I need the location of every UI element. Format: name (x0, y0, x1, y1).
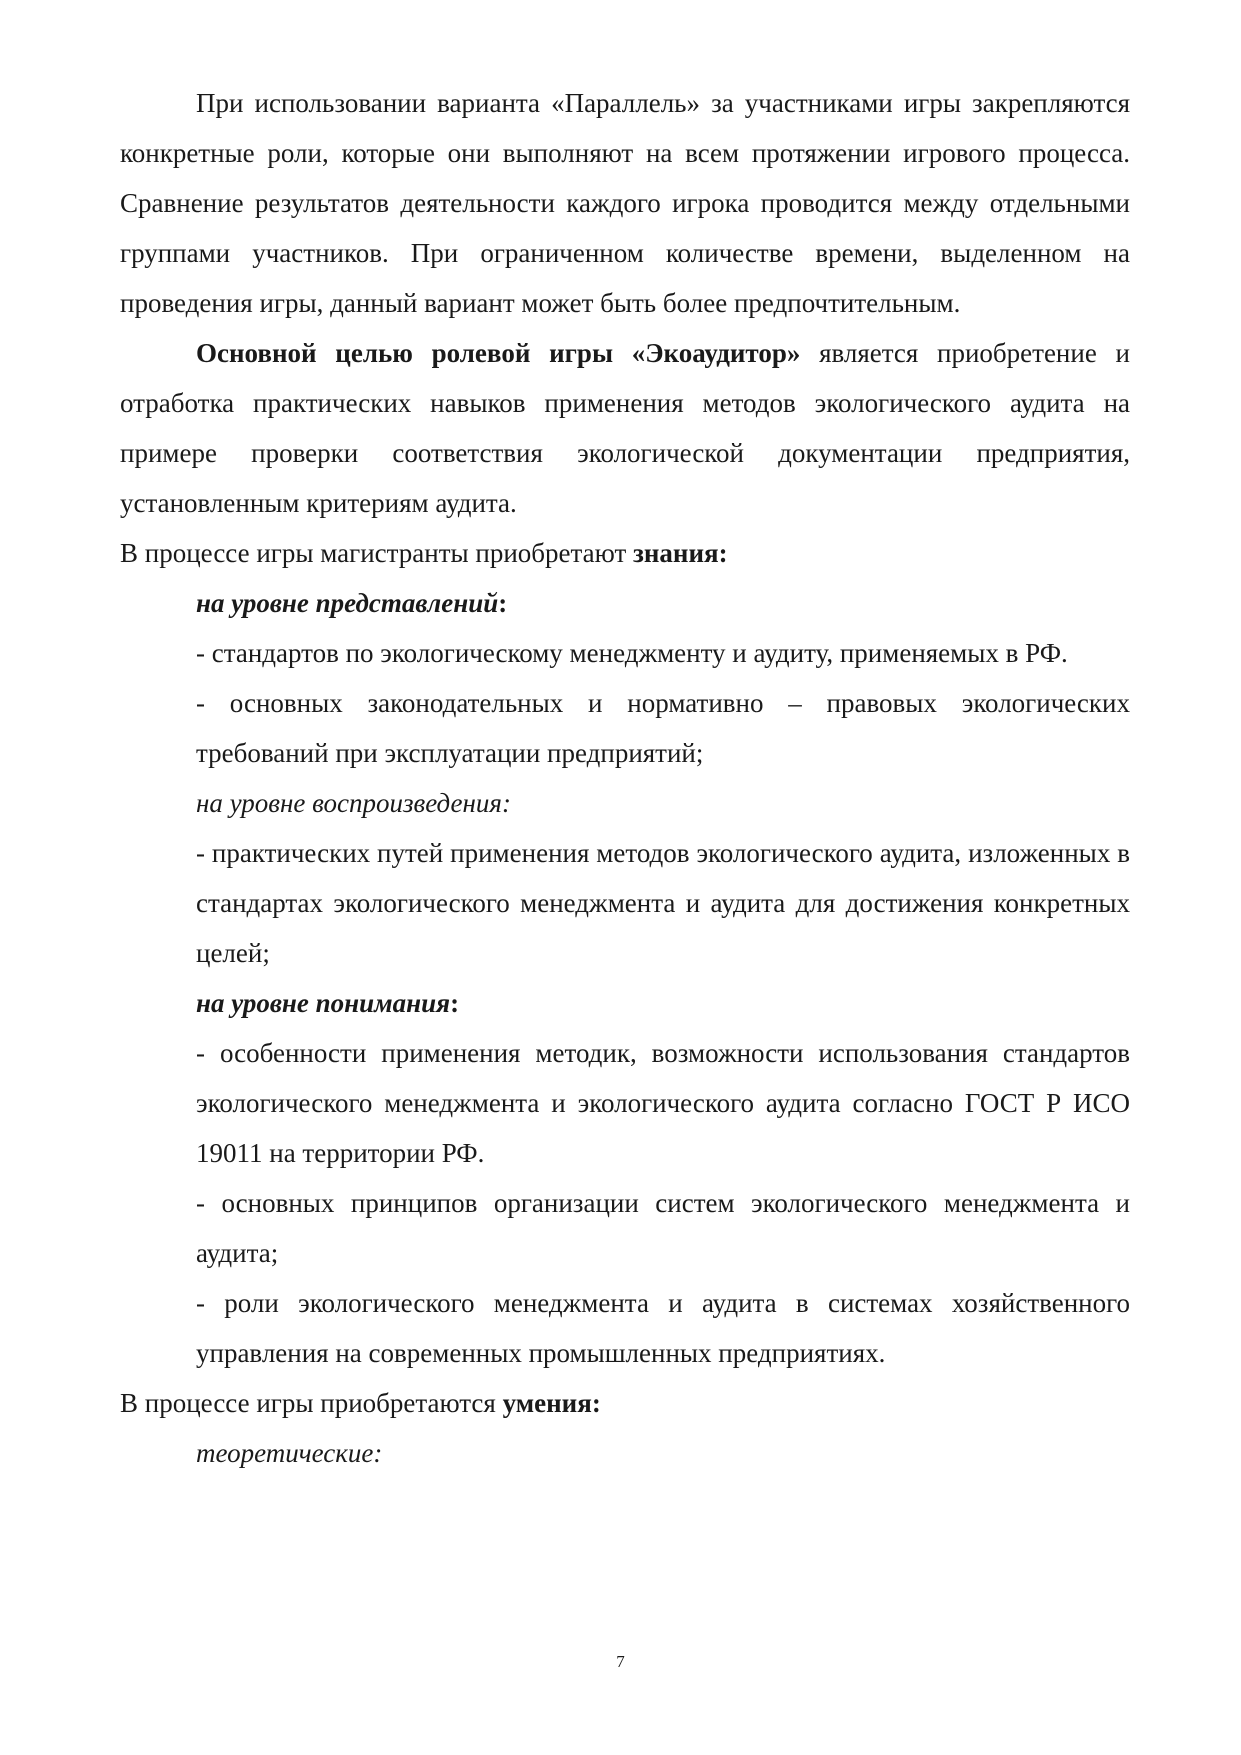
list-item: - стандартов по экологическому менеджменту и аудиту, применяемых в РФ. (196, 638, 1068, 668)
list-item: - практических путей применения методов экологического аудита, изложенных в стандартах экологического менеджмента и аудита для достижения конкретных целей; (196, 838, 1130, 968)
level-representation-colon: : (498, 588, 508, 618)
paragraph-knowledge-intro (120, 528, 1130, 578)
skills-intro-bold: умения: (502, 1388, 601, 1418)
list-item: - основных принципов организации систем экологического менеджмента и аудита; (196, 1188, 1130, 1268)
level-reproduction-heading: на уровне воспроизведения: (196, 788, 511, 818)
list-item: - роли экологического менеджмента и аудита в системах хозяйственного управления на современных промышленных предприятиях. (196, 1288, 1130, 1368)
paragraph-main-goal (120, 328, 1130, 528)
list-item: - особенности применения методик, возможности использования стандартов экологического менеджмента и экологического аудита согласно ГОСТ Р ИСО 19011 на территории РФ. (196, 1038, 1130, 1168)
document-page (120, 78, 1130, 1478)
list-item: - основных законодательных и нормативно – правовых экологических требований при эксплуатации предприятий; (196, 688, 1130, 768)
knowledge-intro-text: В процессе игры магистранты приобретают (120, 538, 633, 568)
skills-theoretical-heading: теоретические: (196, 1438, 383, 1468)
knowledge-intro-bold: знания: (633, 538, 728, 568)
paragraph-parallel-variant: При использовании варианта «Параллель» за участниками игры закрепляются конкретные роли, которые они выполняют на всем протяжении игрового процесса. Сравнение результатов деятельности каждого игрока проводится между отдельными группами участников. При ограниченном количестве времени, выделенном на проведения игры, данный вариант может быть более предпочтительным. (120, 88, 1130, 318)
main-goal-text: является приобретение и отработка практических навыков применения методов экологического аудита на примере проверки соответствия экологической документации предприятия, установленным критериям аудита. (120, 338, 1130, 518)
level-understanding-heading (120, 978, 1130, 1028)
skills-intro-text: В процессе игры приобретаются (120, 1388, 503, 1418)
paragraph-skills-intro (120, 1378, 1130, 1428)
level-representation-label: на уровне представлений (196, 588, 499, 618)
main-goal-bold: Основной целью ролевой игры «Экоаудитор» (196, 338, 801, 368)
level-understanding-label: на уровне понимания (196, 988, 451, 1018)
level-representation-heading (120, 578, 1130, 628)
page-number: 7 (616, 1652, 625, 1671)
level-understanding-colon: : (450, 988, 460, 1018)
